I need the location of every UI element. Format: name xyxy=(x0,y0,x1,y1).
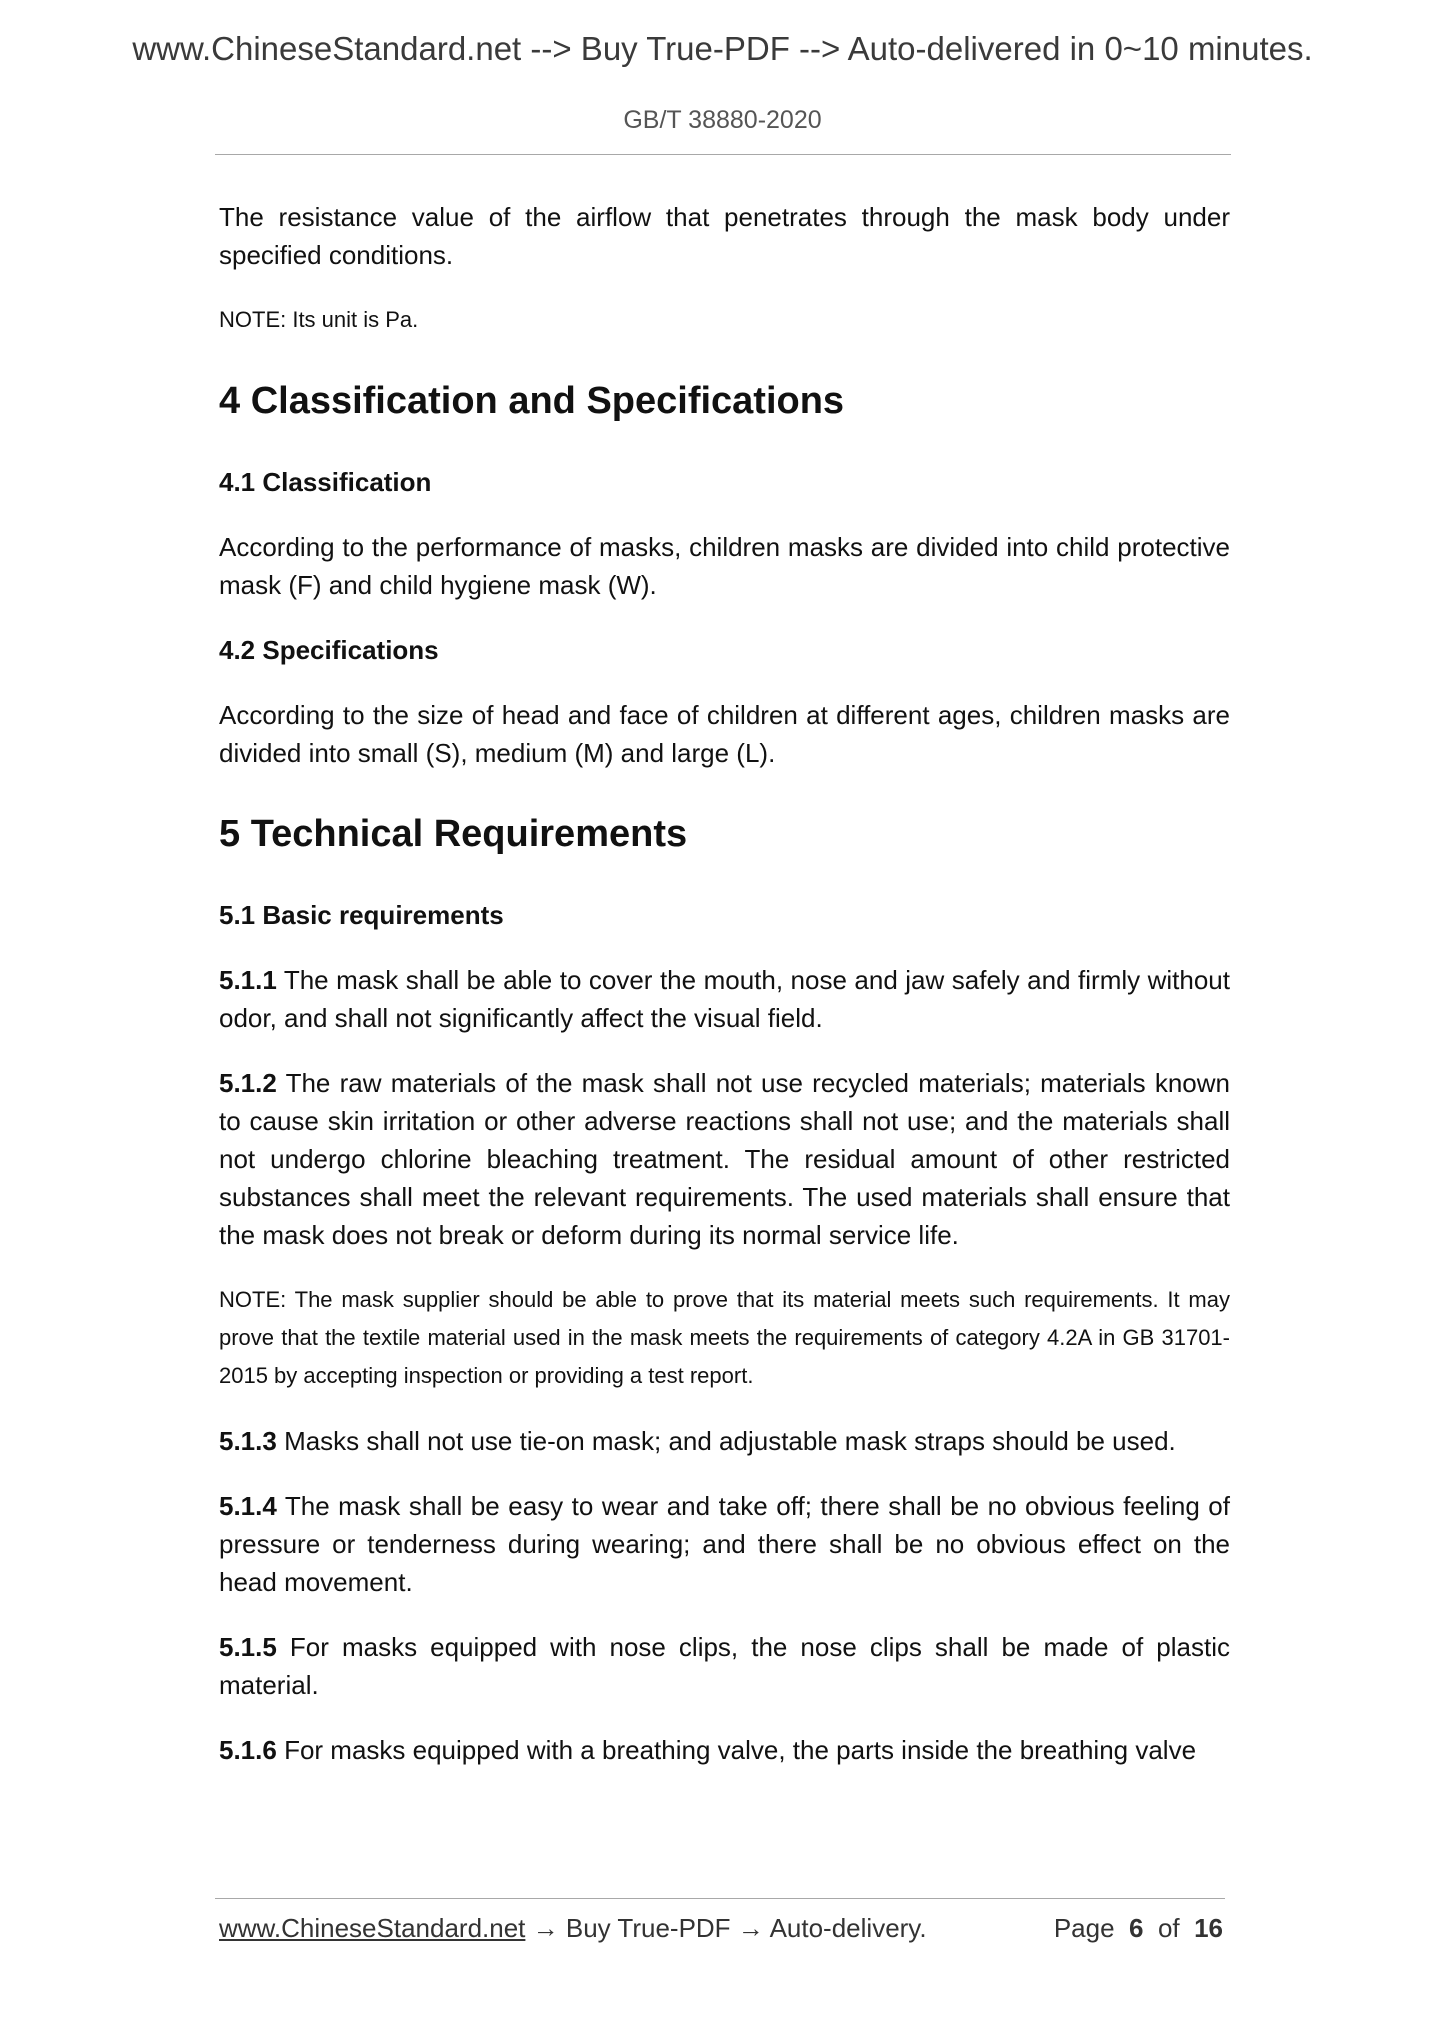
clause-5-1-2-note: NOTE: The mask supplier should be able to prove that its material meets such requirements. It may prove that the textile material used in the mask meets the requirements of category 4.2A in GB 31701-2015 by accepting inspection or providing a test report. xyxy=(219,1287,1230,1388)
clause-text: The raw materials of the mask shall not use recycled materials; materials known to cause skin irritation or other adverse reactions shall not use; and the materials shall not undergo chlorine bleaching treatment. The residual amount of other restricted substances shall meet the relevant requirements. The used materials shall ensure that the mask does not break or deform during its normal service life. xyxy=(219,1068,1230,1250)
standard-code: GB/T 38880-2020 xyxy=(623,106,822,134)
section-4-1-text: According to the performance of masks, children masks are divided into child protective mask (F) and child hygiene mask (W). xyxy=(219,532,1230,600)
clause-5-1-2 xyxy=(219,1064,1230,1254)
clause-5-1-5 xyxy=(219,1628,1230,1704)
header-divider xyxy=(215,154,1231,155)
page-of-label: of xyxy=(1157,1913,1180,1943)
page-footer xyxy=(219,1913,1223,1953)
page-current: 6 xyxy=(1129,1913,1144,1943)
clause-text: The mask shall be able to cover the mouth, nose and jaw safely and firmly without odor, and shall not significantly affect the visual field. xyxy=(219,965,1230,1033)
section-4-2-text: According to the size of head and face of children at different ages, children masks are divided into small (S), medium (M) and large (L). xyxy=(219,700,1230,768)
page-label: Page xyxy=(1053,1913,1115,1943)
intro-note: NOTE: Its unit is Pa. xyxy=(219,307,419,332)
page-total: 16 xyxy=(1194,1913,1223,1943)
clause-text: For masks equipped with nose clips, the nose clips shall be made of plastic material. xyxy=(219,1632,1230,1700)
footer-site-link[interactable]: www.ChineseStandard.net xyxy=(219,1913,526,1943)
clause-number: 5.1.6 xyxy=(219,1735,277,1765)
footer-divider xyxy=(215,1898,1225,1899)
clause-5-1-3 xyxy=(219,1422,1230,1460)
clause-number: 5.1.3 xyxy=(219,1426,277,1456)
clause-text: Masks shall not use tie-on mask; and adjustable mask straps should be used. xyxy=(284,1426,1176,1456)
section-4-1-heading: 4.1 Classification xyxy=(219,467,432,497)
clause-5-1-1 xyxy=(219,961,1230,1037)
footer-promo xyxy=(219,1913,927,1944)
clause-5-1-6 xyxy=(219,1731,1230,1769)
section-4-heading: 4 Classification and Specifications xyxy=(219,380,845,422)
intro-paragraph: The resistance value of the airflow that penetrates through the mask body under specified conditions. xyxy=(219,202,1230,270)
document-body xyxy=(219,198,1230,1796)
section-5-1-heading: 5.1 Basic requirements xyxy=(219,900,504,930)
page-counter xyxy=(1054,1913,1223,1944)
clause-number: 5.1.2 xyxy=(219,1068,277,1098)
section-5-heading: 5 Technical Requirements xyxy=(219,813,688,855)
clause-number: 5.1.1 xyxy=(219,965,277,995)
clause-5-1-4 xyxy=(219,1487,1230,1601)
section-4-2-heading: 4.2 Specifications xyxy=(219,635,439,665)
clause-number: 5.1.4 xyxy=(219,1491,277,1521)
clause-number: 5.1.5 xyxy=(219,1632,277,1662)
site-banner: www.ChineseStandard.net --> Buy True-PDF --> Auto-delivered in 0~10 minutes. xyxy=(132,30,1313,67)
clause-text: The mask shall be easy to wear and take off; there shall be no obvious feeling of pressure or tenderness during wearing; and there shall be no obvious effect on the head movement. xyxy=(219,1491,1230,1597)
clause-text: For masks equipped with a breathing valve, the parts inside the breathing valve xyxy=(284,1735,1197,1765)
footer-promo-text: → Buy True-PDF → Auto-delivery. xyxy=(525,1913,927,1943)
